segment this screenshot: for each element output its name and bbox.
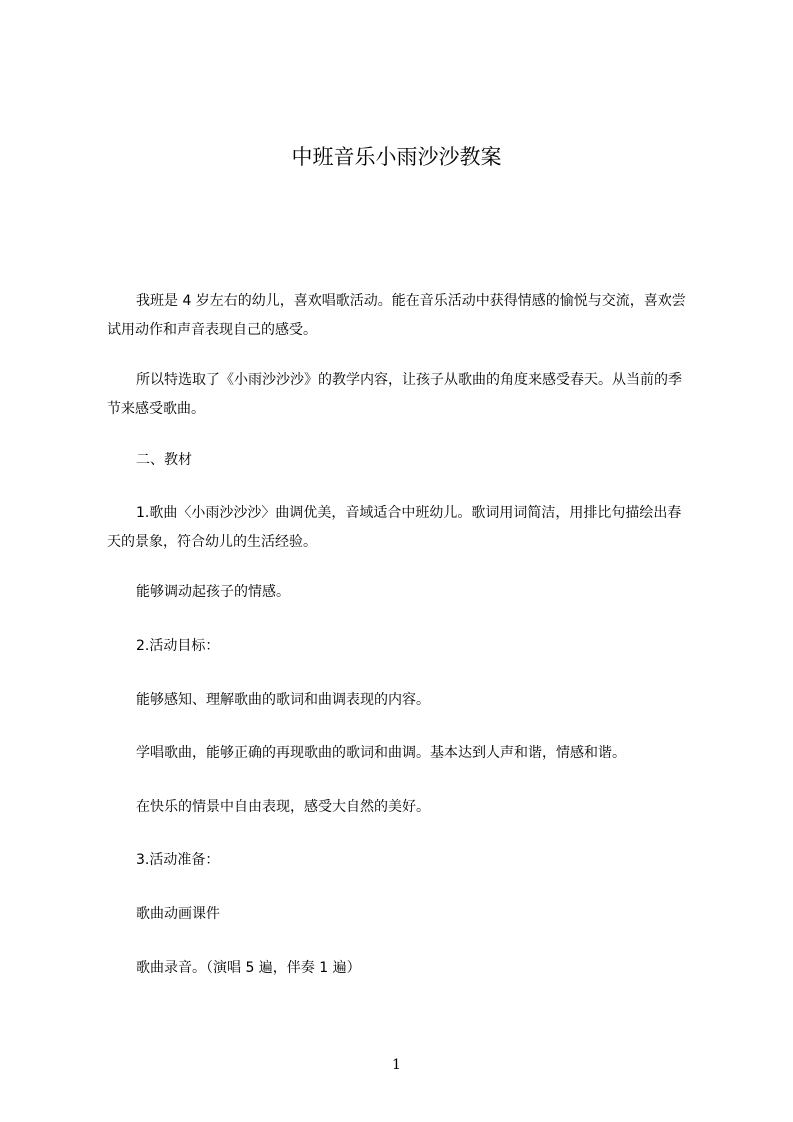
goal-item-express: 在快乐的情景中自由表现，感受大自然的美好。	[136, 799, 430, 815]
document-title: 中班音乐小雨沙沙教案	[291, 145, 502, 169]
paragraph-class-intro: 我班是 4 岁左右的幼儿，喜欢唱歌活动。能在音乐活动中获得情感的愉悦与交流，喜欢尝试用动作和声音表现自己的感受。	[107, 293, 686, 338]
preparation-item-animation: 歌曲动画课件	[136, 906, 220, 922]
subheading-activity-goals: 2.活动目标：	[136, 638, 220, 654]
paragraph-song-description: 1.歌曲〈小雨沙沙沙〉曲调优美，音域适合中班幼儿。歌词用词简洁，用排比句描绘出春天的景象，符合幼儿的生活经验。	[107, 505, 682, 550]
page-number: 1	[392, 1057, 401, 1073]
subheading-activity-preparation: 3.活动准备：	[136, 852, 220, 868]
goal-item-sing: 学唱歌曲，能够正确的再现歌曲的歌词和曲调。基本达到人声和谐，情感和谐。	[136, 745, 626, 761]
paragraph-content-choice: 所以特选取了《小雨沙沙沙》的教学内容，让孩子从歌曲的角度来感受春天。从当前的季节来感受歌曲。	[107, 372, 682, 417]
goal-item-perceive: 能够感知、理解歌曲的歌词和曲调表现的内容。	[136, 692, 430, 708]
preparation-item-recording: 歌曲录音。（演唱 5 遍，伴奏 1 遍）	[136, 960, 361, 976]
paragraph-emotion: 能够调动起孩子的情感。	[136, 584, 290, 600]
section-heading-materials: 二、教材	[136, 452, 192, 468]
